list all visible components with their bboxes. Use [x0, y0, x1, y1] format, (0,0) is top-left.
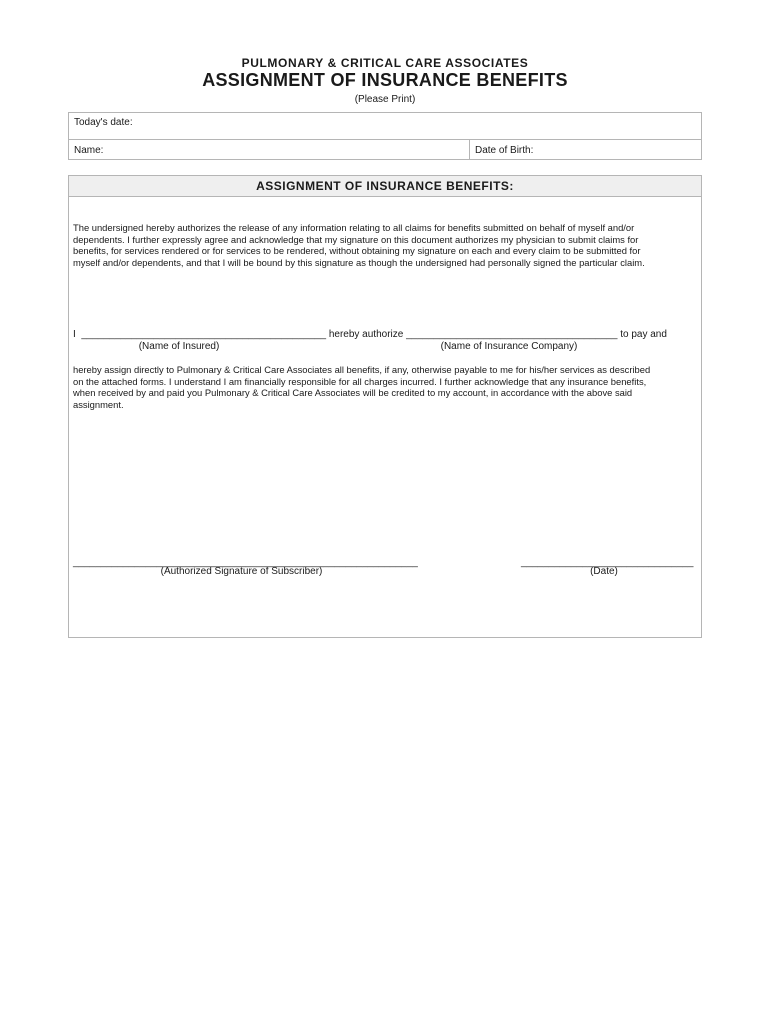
authorize-line[interactable]: I ____________________________________________ hereby authorize ______________________________________ to pay and	[73, 329, 667, 340]
date-line[interactable]: _______________________________	[521, 557, 694, 568]
authorization-paragraph	[73, 222, 701, 269]
paragraph-line: dependents. I further expressly agree and acknowledge that my signature on this document authorizes my physician to submit claims for	[73, 233, 639, 245]
todays-date-field[interactable]	[69, 113, 701, 140]
organization-name: PULMONARY & CRITICAL CARE ASSOCIATES	[241, 56, 529, 70]
name-dob-row	[69, 140, 701, 160]
paragraph-line: The undersigned hereby authorizes the release of any information relating to all claims for benefits submitted on behalf of myself and/or	[73, 222, 635, 233]
paragraph-line: myself and/or dependents, and that I will be bound by this signature as though the undersigned had personally signed the particular claim.	[73, 257, 645, 269]
assignment-panel	[68, 175, 702, 638]
patient-info-box	[68, 112, 702, 160]
todays-date-label: Today's date:	[74, 117, 133, 128]
please-print-note: (Please Print)	[354, 94, 416, 105]
date-of-birth-label: Date of Birth:	[475, 145, 534, 156]
paragraph-line: when received by and paid you Pulmonary & Critical Care Associates will be credited to my account, in accordance with the above said	[73, 387, 633, 399]
insurance-company-caption: (Name of Insurance Company)	[440, 341, 578, 352]
name-of-insured-caption: (Name of Insured)	[138, 341, 220, 352]
name-label: Name:	[74, 145, 104, 156]
signature-caption: (Authorized Signature of Subscriber)	[160, 566, 323, 577]
paragraph-line: on the attached forms. I understand I am financially responsible for all charges incurred. I further acknowledge that any insurance benefits,	[73, 375, 647, 387]
section-heading: ASSIGNMENT OF INSURANCE BENEFITS:	[69, 176, 701, 197]
document-title: ASSIGNMENT OF INSURANCE BENEFITS	[202, 70, 568, 90]
paragraph-line: assignment.	[73, 399, 124, 411]
date-of-birth-field[interactable]	[470, 140, 701, 160]
date-caption: (Date)	[590, 566, 618, 577]
assignment-paragraph	[73, 364, 701, 411]
paragraph-line: hereby assign directly to Pulmonary & Critical Care Associates all benefits, if any, otherwise payable to me for his/her services as described	[73, 364, 651, 375]
paragraph-line: benefits, for services rendered or for services to be rendered, without obtaining my signature on each and every claim to be submitted for	[73, 245, 641, 257]
name-field[interactable]	[69, 140, 469, 160]
signature-line[interactable]: ______________________________________________________________	[73, 557, 418, 568]
